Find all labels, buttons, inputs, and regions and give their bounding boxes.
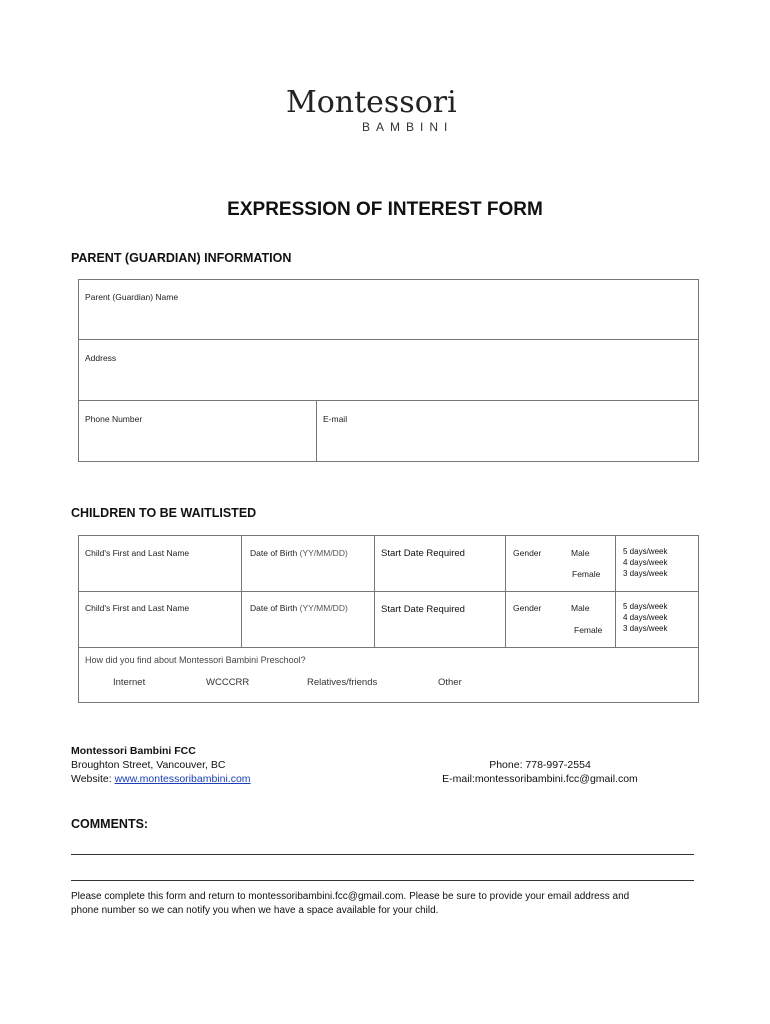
address-field[interactable] — [79, 340, 698, 401]
address-label: Address — [85, 353, 117, 363]
days-option[interactable]: 4 days/week — [623, 613, 668, 622]
org-name: Montessori Bambini FCC — [71, 745, 196, 757]
contact-left — [71, 744, 251, 786]
org-phone: Phone: 778-997-2554 — [489, 759, 591, 771]
referral-option-relatives[interactable]: Relatives/friends — [307, 677, 378, 688]
instructions-line: phone number so we can notify you when we have a space available for your child. — [71, 905, 439, 916]
gender-field — [506, 536, 616, 591]
parent-section-heading: PARENT (GUARDIAN) INFORMATION — [71, 251, 292, 265]
days-option[interactable]: 3 days/week — [623, 569, 668, 578]
days-option[interactable]: 5 days/week — [623, 547, 668, 556]
parent-info-table — [78, 279, 699, 462]
start-date-label: Start Date Required — [381, 548, 465, 559]
org-website: Website: www.montessoribambini.com — [71, 773, 251, 785]
website-link[interactable]: www.montessoribambini.com — [114, 773, 251, 785]
male-option[interactable]: Male — [571, 603, 590, 613]
days-option[interactable]: 4 days/week — [623, 558, 668, 567]
parent-name-field[interactable] — [79, 280, 698, 340]
start-date-field[interactable] — [375, 536, 506, 591]
comments-line[interactable] — [71, 880, 694, 881]
children-section-heading: CHILDREN TO BE WAITLISTED — [71, 506, 257, 520]
logo-wordmark: Montessori — [286, 85, 457, 120]
logo-subtitle: BAMBINI — [362, 120, 454, 134]
referral-option-internet[interactable]: Internet — [113, 677, 146, 688]
phone-number-field[interactable] — [79, 401, 317, 461]
page-title: EXPRESSION OF INTEREST FORM — [227, 199, 543, 220]
dob-field[interactable] — [242, 536, 375, 591]
child-name-field[interactable] — [79, 536, 242, 591]
contact-right — [400, 758, 680, 786]
female-option[interactable]: Female — [572, 569, 601, 579]
referral-source-field — [79, 648, 698, 702]
days-option[interactable]: 3 days/week — [623, 624, 668, 633]
dob-label: Date of Birth (YY/MM/DD) — [250, 548, 348, 558]
female-option[interactable]: Female — [574, 625, 603, 635]
gender-field — [506, 592, 616, 647]
instructions-line: Please complete this form and return to montessoribambini.fcc@gmail.com. Please be sure to provide your email address and — [71, 891, 630, 902]
child-name-label: Child's First and Last Name — [85, 548, 190, 558]
org-email: E-mail:montessoribambini.fcc@gmail.com — [442, 773, 638, 785]
child-row — [79, 536, 698, 592]
gender-label: Gender — [513, 548, 542, 558]
children-table — [78, 535, 699, 703]
comments-heading: COMMENTS: — [71, 817, 149, 831]
dob-field[interactable] — [242, 592, 375, 647]
start-date-field[interactable] — [375, 592, 506, 647]
phone-number-label: Phone Number — [85, 414, 143, 424]
dob-label: Date of Birth (YY/MM/DD) — [250, 603, 348, 613]
start-date-label: Start Date Required — [381, 604, 465, 615]
days-per-week-field — [616, 536, 698, 591]
org-address: Broughton Street, Vancouver, BC — [71, 759, 226, 771]
child-name-label: Child's First and Last Name — [85, 603, 190, 613]
comments-line[interactable] — [71, 854, 694, 855]
days-option[interactable]: 5 days/week — [623, 602, 668, 611]
days-per-week-field — [616, 592, 698, 647]
email-label: E-mail — [323, 414, 348, 424]
email-field[interactable] — [317, 401, 698, 461]
male-option[interactable]: Male — [571, 548, 590, 558]
referral-option-wcccrr[interactable]: WCCCRR — [206, 677, 250, 688]
child-row — [79, 592, 698, 648]
referral-question: How did you find about Montessori Bambini Preschool? — [85, 655, 306, 665]
referral-option-other[interactable]: Other — [438, 677, 462, 688]
logo — [286, 86, 486, 138]
gender-label: Gender — [513, 603, 542, 613]
parent-name-label: Parent (Guardian) Name — [85, 292, 179, 302]
instructions — [71, 890, 629, 918]
child-name-field[interactable] — [79, 592, 242, 647]
